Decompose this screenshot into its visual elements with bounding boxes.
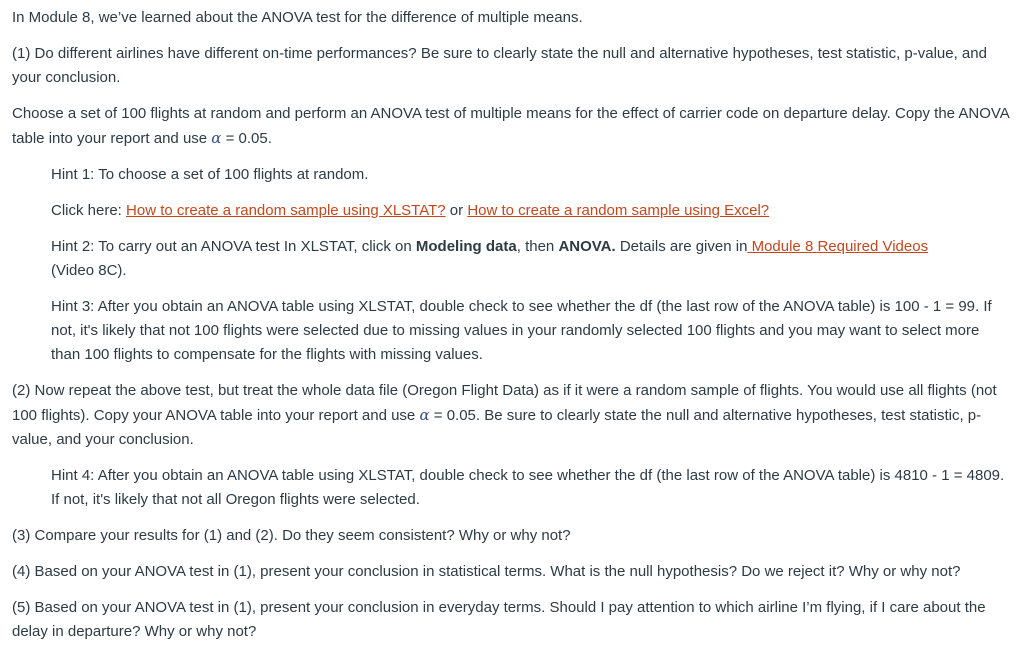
hint-2-text-then: , then: [516, 238, 559, 255]
choose-text: Choose a set of 100 flights at random and perform an ANOVA test of multiple means for the effect of carrier code on departure delay. Copy the ANOVA table into your report and use: [12, 105, 1009, 147]
or-text: or: [445, 202, 468, 219]
question-2: [12, 379, 1012, 452]
module-8-videos-link[interactable]: Module 8 Required Videos: [747, 238, 929, 255]
anova-text: ANOVA.: [558, 238, 616, 255]
hint-4: Hint 4: After you obtain an ANOVA table using XLSTAT, double check to see whether the df (the last row of the ANOVA table) is 4810 - 1 = 4809. If not, it's likely that not all Oregon flights were selected.: [51, 467, 1005, 508]
hint-1: Hint 1: To choose a set of 100 flights at random.: [51, 166, 369, 183]
hint-2: [12, 235, 1012, 283]
intro-paragraph: In Module 8, we’ve learned about the ANOVA test for the difference of multiple means.: [12, 9, 583, 26]
hint-3: Hint 3: After you obtain an ANOVA table using XLSTAT, double check to see whether the df (the last row of the ANOVA table) is 100 - 1 = 99. If not, it's likely that not 100 flights were selected due to missing values in your randomly selected 100 flights and you may want to select more than 100 flights to compensate for the flights with missing values.: [51, 298, 992, 363]
excel-sample-link[interactable]: How to create a random sample using Excel?: [467, 202, 770, 219]
choose-text-end: = 0.05.: [221, 130, 272, 147]
question-2-text-end: = 0.05. Be sure to clearly state the null and alternative hypotheses, test statistic, p-value, and your conclusion.: [12, 407, 982, 448]
question-4: (4) Based on your ANOVA test in (1), present your conclusion in statistical terms. What is the null hypothesis? Do we reject it? Why or why not?: [12, 563, 961, 580]
click-here-line: [12, 199, 1012, 223]
question-5: (5) Based on your ANOVA test in (1), present your conclusion in everyday terms. Should I pay attention to which airline I’m flying, if I care about the delay in departure? Why or why not?: [12, 599, 986, 640]
hint-2-video-ref: (Video 8C).: [51, 262, 127, 279]
question-2-text: (2) Now repeat the above test, but treat the whole data file (Oregon Flight Data) as if it were a random sample of flights. You would use all flights (not 100 flights). Copy your ANOVA table into your report and use: [12, 382, 997, 424]
hint-2-text-details: Details are given in: [615, 238, 748, 255]
modeling-data-text: Modeling data: [415, 238, 517, 255]
click-here-label: Click here:: [51, 202, 127, 219]
alpha-symbol: α: [211, 129, 222, 147]
alpha-symbol: α: [419, 406, 430, 424]
question-1: (1) Do different airlines have different on-time performances? Be sure to clearly state the null and alternative hypotheses, test statistic, p-value, and your conclusion.: [12, 45, 987, 86]
question-3: (3) Compare your results for (1) and (2). Do they seem consistent? Why or why not?: [12, 527, 571, 544]
hint-2-text: Hint 2: To carry out an ANOVA test In XLSTAT, click on: [51, 238, 416, 255]
xlstat-sample-link[interactable]: How to create a random sample using XLSTAT?: [126, 202, 446, 219]
choose-paragraph: [12, 102, 1012, 151]
